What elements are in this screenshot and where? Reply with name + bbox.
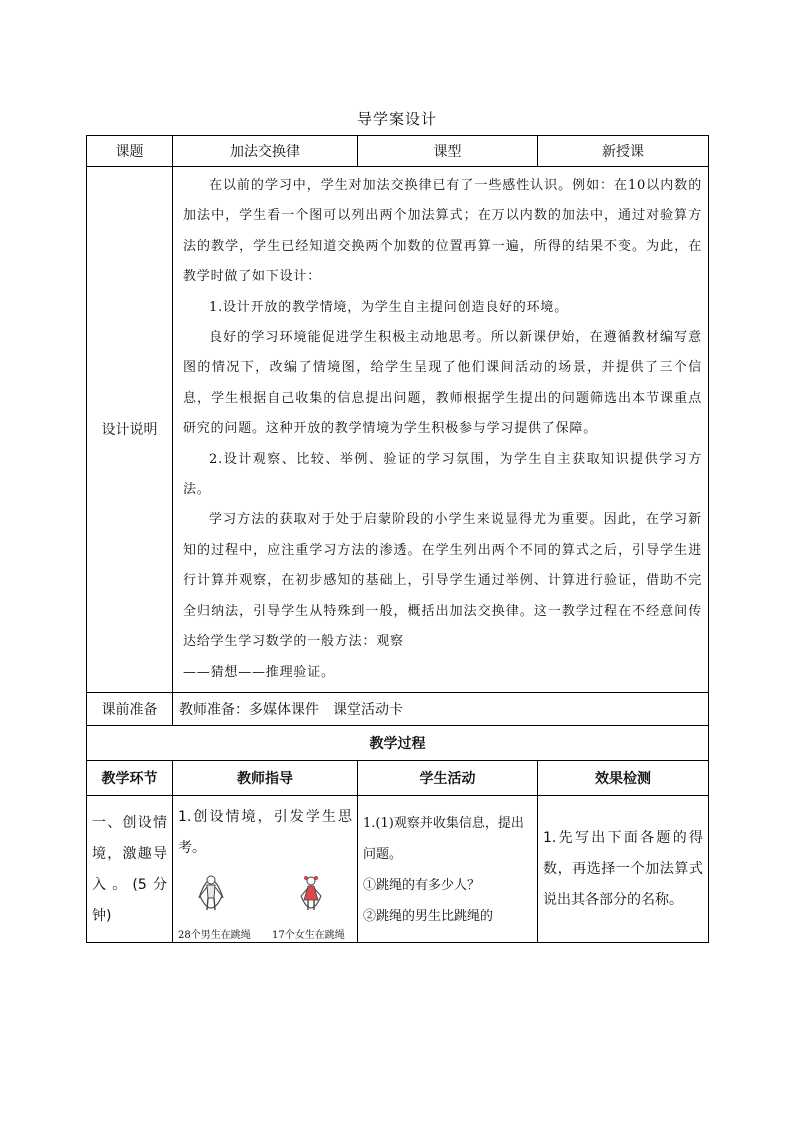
design-paragraph: ——猜想——推理验证。 (183, 664, 335, 680)
student-activity-line: 1.(1)观察并收集信息，提出问题。 (363, 815, 524, 862)
design-row (87, 167, 709, 693)
design-paragraph: 2.设计观察、比较、举例、验证的学习氛围，为学生自主获取知识提供学习方法。 (183, 451, 702, 498)
column-header-student: 学生活动 (358, 760, 538, 795)
lesson-type-value: 新授课 (538, 136, 709, 167)
effect-check-cell: 1.先写出下面各题的得数，再选择一个加法算式说出其各部分的名称。 (538, 795, 709, 942)
student-activity-line: ②跳绳的男生比跳绳的 (363, 908, 494, 924)
lesson-type-label: 课型 (358, 136, 538, 167)
lesson-plan-table (86, 135, 709, 943)
column-header-teacher: 教师指导 (173, 760, 358, 795)
design-description (173, 167, 709, 693)
design-paragraph: 良好的学习环境能促进学生积极主动地思考。所以新课伊始，在遵循教材编写意图的情况下，改编了情境图，给学生呈现了他们课间活动的场景，并提供了三个信息，学生根据自己收集的信息提出问题，教师根据学生提出的问题筛选出本节课重点研究的问题。这种开放的教学情境为学生积极参与学习提供了保障。 (183, 330, 702, 437)
girls-caption: 17个女生在跳绳 (272, 929, 345, 941)
teacher-guidance-cell (173, 795, 358, 942)
process-title: 教学过程 (87, 725, 709, 760)
rope-skipping-illustration (178, 868, 352, 941)
topic-row (87, 136, 709, 167)
process-title-row (87, 725, 709, 760)
design-paragraph: 1.设计开放的教学情境，为学生自主提问创造良好的环境。 (209, 299, 569, 315)
design-label: 设计说明 (87, 167, 173, 693)
activity-card-text: 课堂活动卡 (333, 701, 403, 718)
boys-caption: 28个男生在跳绳 (178, 929, 251, 941)
student-activity-line: ①跳绳的有多少人？ (363, 877, 481, 893)
process-step-row (87, 795, 709, 942)
teacher-guidance-text: 1.创设情境，引发学生思考。 (178, 808, 352, 856)
design-paragraph: 学习方法的获取对于处于启蒙阶段的小学生来说显得尤为重要。因此，在学习新知的过程中，应注重学习方法的渗透。在学生列出两个不同的算式之后，引导学生进行计算并观察，在初步感知的基础上，引导学生通过举例、计算进行验证，借助不完全归纳法，引导学生从特殊到一般，概括出加法交换律。这一教学过程在不经意间传达给学生学习数学的一般方法：观察 (183, 512, 702, 650)
student-activity-cell (358, 795, 538, 942)
topic-value: 加法交换律 (173, 136, 358, 167)
teacher-prep-text: 教师准备：多媒体课件 (179, 701, 319, 718)
column-header-stage: 教学环节 (87, 760, 173, 795)
topic-label: 课题 (87, 136, 173, 167)
prep-content (173, 692, 709, 725)
document-title: 导学案设计 (356, 110, 437, 128)
girl-skipping-icon (296, 870, 326, 920)
prep-label: 课前准备 (87, 692, 173, 725)
boy-skipping-icon (196, 868, 226, 918)
design-paragraph: 在以前的学习中，学生对加法交换律已有了一些感性认识。例如：在10以内数的加法中，学生看一个图可以列出两个加法算式；在万以内数的加法中，通过对验算方法的教学，学生已经知道交换两个加数的位置再算一遍，所得的结果不变。为此，在教学时做了如下设计： (183, 178, 702, 285)
prep-row (87, 692, 709, 725)
column-header-check: 效果检测 (538, 760, 709, 795)
process-header-row (87, 760, 709, 795)
stage-cell: 一、创设情境，激趣导入。(5分钟) (87, 795, 173, 942)
